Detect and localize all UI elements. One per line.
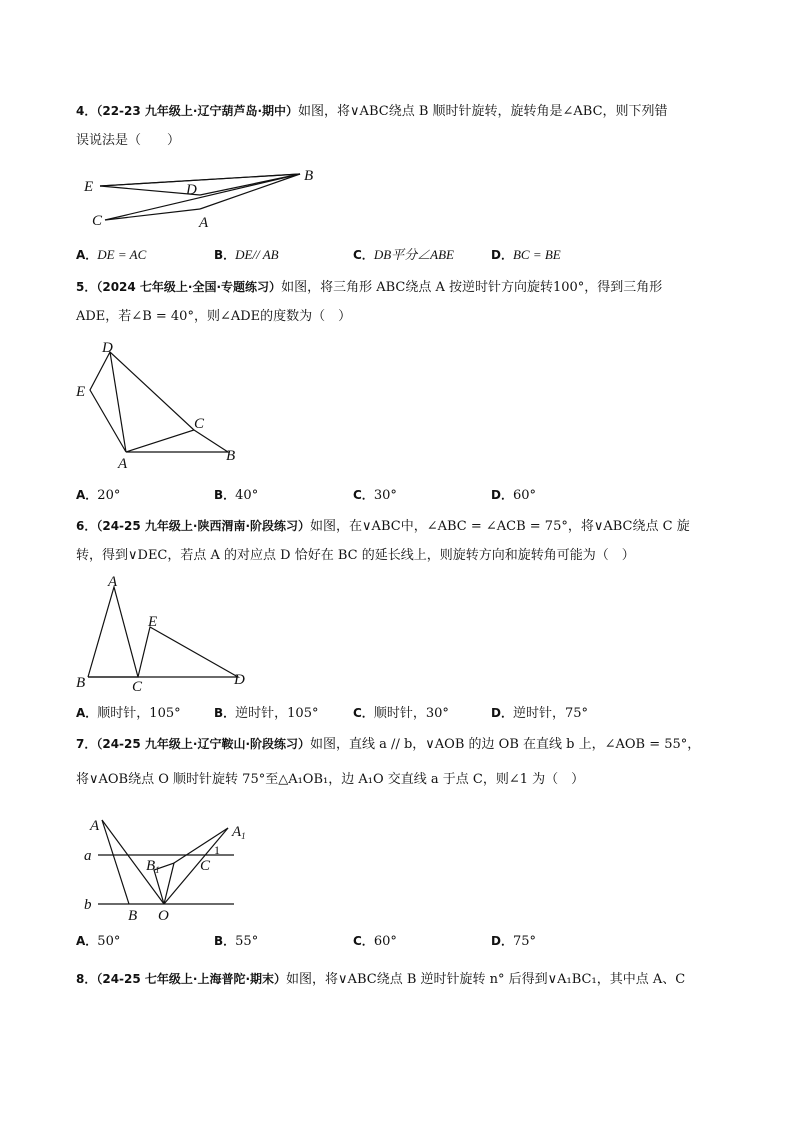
q4-figure bbox=[80, 164, 330, 234]
q4-label-a: A bbox=[199, 215, 209, 231]
q7-option-b: B．55° bbox=[214, 934, 259, 949]
q6-line2: 转，得到∨DEC，若点 A 的对应点 D 恰好在 BC 的延长线上，则旋转方向和旋转角可能为（ ） bbox=[76, 548, 635, 563]
q7-label-angle-1: 1 bbox=[214, 843, 220, 857]
q7-label-a1: $A_1$ bbox=[232, 824, 246, 841]
q6-label-d: D bbox=[234, 672, 245, 688]
q5-line1 bbox=[76, 278, 662, 297]
q5-number: 5． bbox=[76, 280, 97, 294]
q5-option-d: D．60° bbox=[491, 488, 537, 503]
q7-text: 如图，直线 a // b，∨AOB 的边 OB 在直线 b 上，∠AOB = 55°， bbox=[310, 737, 701, 752]
q5-text: 如图，将三角形 ABC绕点 A 按逆时针方向旋转100°，得到三角形 bbox=[281, 280, 663, 295]
q6-figure bbox=[76, 572, 261, 697]
q4-source: （22-23 九年级上·辽宁葫芦岛·期中） bbox=[96, 104, 299, 118]
q7-label-c: C bbox=[200, 858, 211, 874]
q7-label-b1: $B_1$ bbox=[146, 858, 160, 875]
q7-label-b: B bbox=[128, 908, 138, 924]
q6-line1 bbox=[76, 517, 690, 536]
q7-option-c: C．60° bbox=[353, 934, 397, 949]
q6-option-b: B．逆时针，105° bbox=[214, 706, 319, 721]
q6-option-a: A．顺时针，105° bbox=[76, 706, 181, 721]
q7-label-line-a: a bbox=[84, 848, 92, 864]
q4-option-a: A．DE = AC bbox=[76, 247, 147, 262]
q7-option-a: A．50° bbox=[76, 934, 121, 949]
q4-label-b: B bbox=[304, 168, 314, 184]
q7-line1 bbox=[76, 735, 700, 754]
q5-option-c: C．30° bbox=[353, 488, 397, 503]
q7-label-o: O bbox=[158, 908, 169, 924]
q5-label-c: C bbox=[194, 416, 205, 432]
q4-line2: 误说法是（ ） bbox=[76, 133, 181, 148]
q6-option-c: C．顺时针，30° bbox=[353, 706, 449, 721]
q5-label-b: B bbox=[226, 448, 236, 464]
q4-option-b: B．DE// AB bbox=[214, 247, 279, 262]
q5-label-a: A bbox=[118, 456, 128, 472]
q7-option-d: D．75° bbox=[491, 934, 537, 949]
q6-option-d: D．逆时针，75° bbox=[491, 706, 589, 721]
q5-label-d: D bbox=[102, 340, 113, 356]
q8-line1 bbox=[76, 970, 685, 989]
q6-text: 如图，在∨ABC中，∠ABC = ∠ACB = 75°，将∨ABC绕点 C 旋 bbox=[310, 519, 690, 534]
q7-line2: 将∨AOB绕点 O 顺时针旋转 75°至△A₁OB₁，边 A₁O 交直线 a 于点 C，则∠1 为（ ） bbox=[76, 772, 585, 787]
q4-line1 bbox=[76, 102, 668, 121]
q5-option-b: B．40° bbox=[214, 488, 259, 503]
q5-label-e: E bbox=[76, 384, 86, 400]
q8-number: 8． bbox=[76, 972, 97, 986]
q6-label-a: A bbox=[108, 574, 118, 590]
q7-label-a: A bbox=[90, 818, 100, 834]
q5-source: （2024 七年级上·全国·专题练习） bbox=[96, 280, 282, 294]
q4-label-d: D bbox=[186, 182, 197, 198]
q7-figure bbox=[82, 810, 262, 922]
q5-figure bbox=[76, 338, 256, 473]
q6-number: 6． bbox=[76, 519, 97, 533]
q4-option-d: D．BC = BE bbox=[491, 247, 561, 262]
q8-text: 如图，将∨ABC绕点 B 逆时针旋转 n° 后得到∨A₁BC₁，其中点 A、C bbox=[286, 972, 686, 987]
q6-source: （24-25 九年级上·陕西渭南·阶段练习） bbox=[96, 519, 311, 533]
q8-source: （24-25 七年级上·上海普陀·期末） bbox=[96, 972, 287, 986]
q4-label-e: E bbox=[84, 179, 94, 195]
q7-number: 7． bbox=[76, 737, 97, 751]
q5-line2: ADE，若∠B = 40°，则∠ADE的度数为（ ） bbox=[76, 309, 352, 324]
q4-label-c: C bbox=[92, 213, 103, 229]
q6-label-c: C bbox=[132, 679, 143, 695]
q4-text: 如图，将∨ABC绕点 B 顺时针旋转，旋转角是∠ABC，则下列错 bbox=[298, 104, 668, 119]
q6-label-b: B bbox=[76, 675, 86, 691]
q7-label-line-b: b bbox=[84, 897, 92, 913]
q6-label-e: E bbox=[148, 614, 158, 630]
q4-option-c: C．DB平分∠ABE bbox=[353, 247, 454, 262]
q4-number: 4． bbox=[76, 104, 97, 118]
q5-option-a: A．20° bbox=[76, 488, 121, 503]
q7-source: （24-25 九年级上·辽宁鞍山·阶段练习） bbox=[96, 737, 311, 751]
